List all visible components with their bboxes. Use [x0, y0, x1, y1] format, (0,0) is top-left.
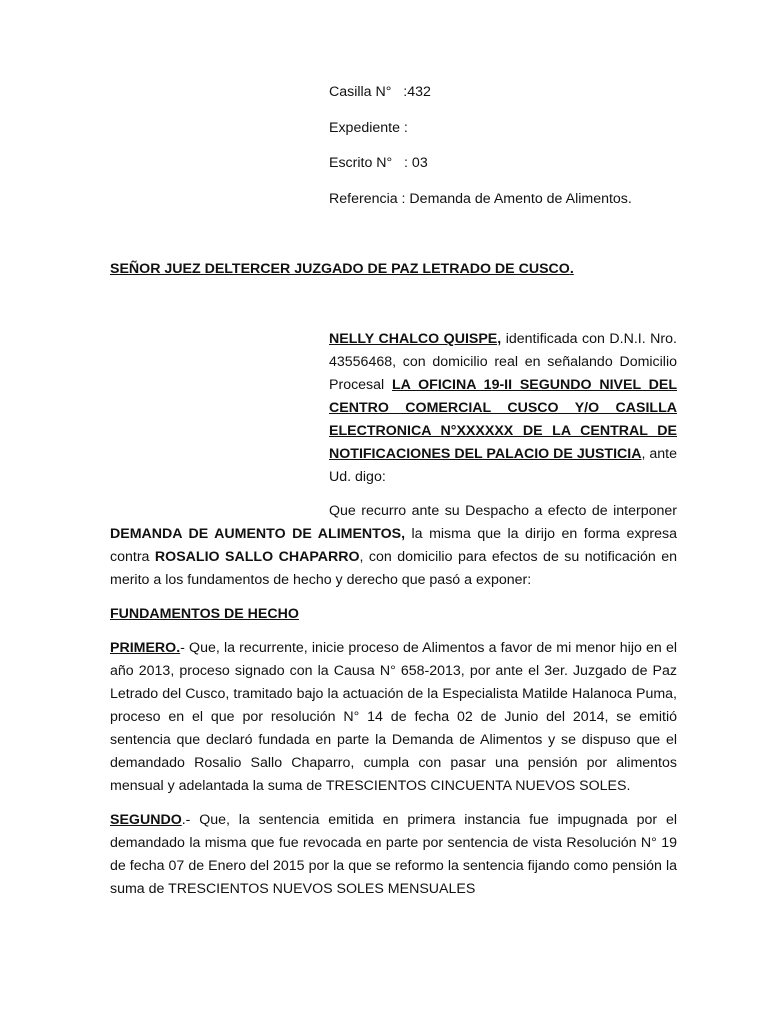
primero-paragraph: [110, 637, 677, 798]
intro-text-2: , ante Ud. digo:: [329, 446, 677, 485]
primero-text: - Que, la recurrente, inicie proceso de Alimentos a favor de mi menor hijo en el año 2013, proceso signado con la Causa N° 658-2013, por ante el 3er. Juzgado de Paz Letrado del Cusco, tramitado bajo la actuación de la Especialista Matilde Halanoca Puma, proceso en el que por resolución N° 14 de fecha 02 de Junio del 2014, se emitió sentencia que declaró fundada en parte la Demanda de Alimentos y se dispuso que el demandado Rosalio Sallo Chaparro, cumpla con pasar una pensión por alimentos mensual y adelantada la suma de TRESCIENTOS CINCUENTA NUEVOS SOLES.: [110, 640, 677, 794]
addressee-text: SEÑOR JUEZ DELTERCER JUZGADO DE PAZ LETRADO DE CUSCO: [110, 261, 570, 277]
case-header: [329, 81, 729, 223]
segundo-label: SEGUNDO: [110, 812, 182, 828]
plaintiff-name: NELLY CHALCO QUISPE,: [329, 331, 502, 347]
document-body: [110, 500, 677, 901]
intro-paragraph: [329, 328, 677, 489]
procedural-address: LA OFICINA 19-II SEGUNDO NIVEL DEL CENTRO COMERCIAL CUSCO Y/O CASILLA ELECTRONICA N°XXXXXX DE LA CENTRAL DE NOTIFICACIONES DEL PALACIO DE JUSTICIA: [329, 377, 677, 462]
claim-type: DEMANDA DE AUMENTO DE ALIMENTOS,: [110, 526, 406, 542]
segundo-paragraph: [110, 809, 677, 901]
addressee-period: .: [569, 261, 574, 277]
petition-text-1: Que recurro ante su Despacho a efecto de interponer: [329, 503, 677, 519]
primero-label: PRIMERO.: [110, 640, 181, 656]
addressee-heading: [110, 258, 574, 281]
section-title: FUNDAMENTOS DE HECHO: [110, 606, 299, 622]
petition-text-2: la misma que la dirijo en forma expresa contra: [110, 526, 678, 565]
intro-text-1: identificada con D.N.I. Nro. 43556468, con domicilio real en señalando Domicilio Procesal: [329, 331, 677, 393]
casilla-line: Casilla N° :432: [329, 84, 431, 100]
escrito-line: Escrito N° : 03: [329, 155, 428, 171]
segundo-text: .- Que, la sentencia emitida en primera instancia fue impugnada por el demandado la misma que fue revocada en parte por sentencia de vista Resolución N° 19 de fecha 07 de Enero del 2015 por la que se reformo la sentencia fijando como pensión la suma de TRESCIENTOS NUEVOS SOLES MENSUALES: [110, 812, 677, 897]
petition-paragraph: [110, 500, 677, 592]
petition-text-3: , con domicilio para efectos de su notificación en merito a los fundamentos de hecho y derecho que pasó a exponer:: [110, 549, 678, 588]
defendant-name: ROSALIO SALLO CHAPARRO: [154, 549, 360, 565]
referencia-line: Referencia : Demanda de Amento de Alimentos.: [329, 190, 632, 207]
expediente-line: Expediente :: [329, 119, 408, 136]
